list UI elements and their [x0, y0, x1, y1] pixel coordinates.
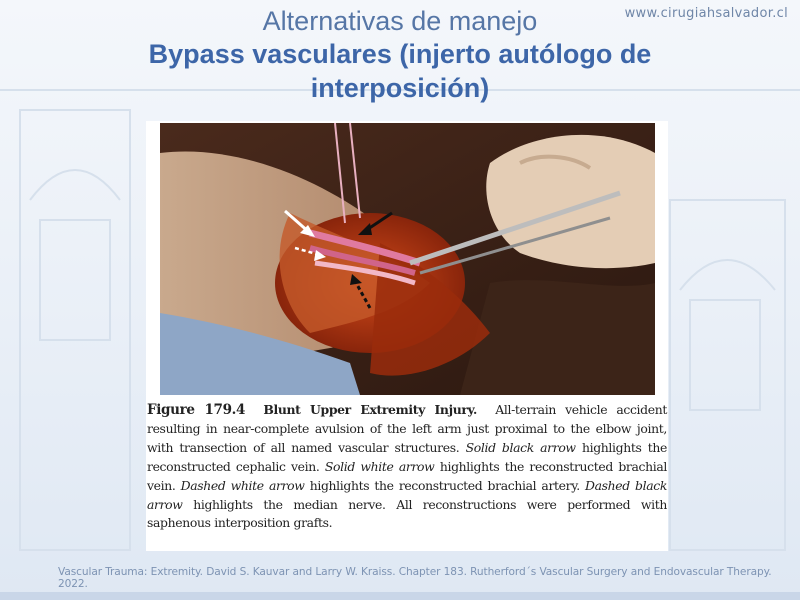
title-line-2: Bypass vasculares (injerto autólogo de interposición) — [148, 39, 652, 103]
caption-text-1: All-terrain vehicle accident resulting in near-complete avulsion of the left arm just proximal to the elbow joint, with transection of all named vascular structures. — [147, 402, 667, 455]
bottom-bar — [0, 592, 800, 600]
site-url: www.cirugiahsalvador.cl — [624, 6, 788, 21]
figure-label: Figure 179.4 — [147, 402, 246, 418]
caption-solid-white: Solid white arrow — [324, 458, 435, 474]
caption-text-5: highlights the median nerve. All reconstructions were performed with saphenous interposition grafts. — [147, 496, 667, 531]
figure-panel — [146, 121, 668, 551]
slide-title — [0, 6, 800, 105]
title-line-1: Alternativas de manejo — [262, 6, 538, 36]
caption-heading: Blunt Upper Extremity Injury. — [263, 402, 477, 417]
caption-text-4: highlights the reconstructed brachial artery. — [309, 477, 580, 493]
surgical-photo-icon — [160, 123, 655, 395]
caption-text-3: highlights the reconstructed brachial vein. — [147, 458, 668, 493]
footer-citation: Vascular Trauma: Extremity. David S. Kauvar and Larry W. Kraiss. Chapter 183. Rutherford´s Vascular Surgery and Endovascular Therapy. 2022. — [58, 566, 772, 590]
caption-dashed-black: Dashed black arrow — [147, 477, 667, 512]
caption-dashed-white: Dashed white arrow — [180, 477, 305, 493]
caption-solid-black: Solid black arrow — [465, 439, 576, 455]
figure-caption — [146, 401, 668, 533]
caption-text-2: highlights the reconstructed cephalic vein. — [147, 439, 667, 474]
